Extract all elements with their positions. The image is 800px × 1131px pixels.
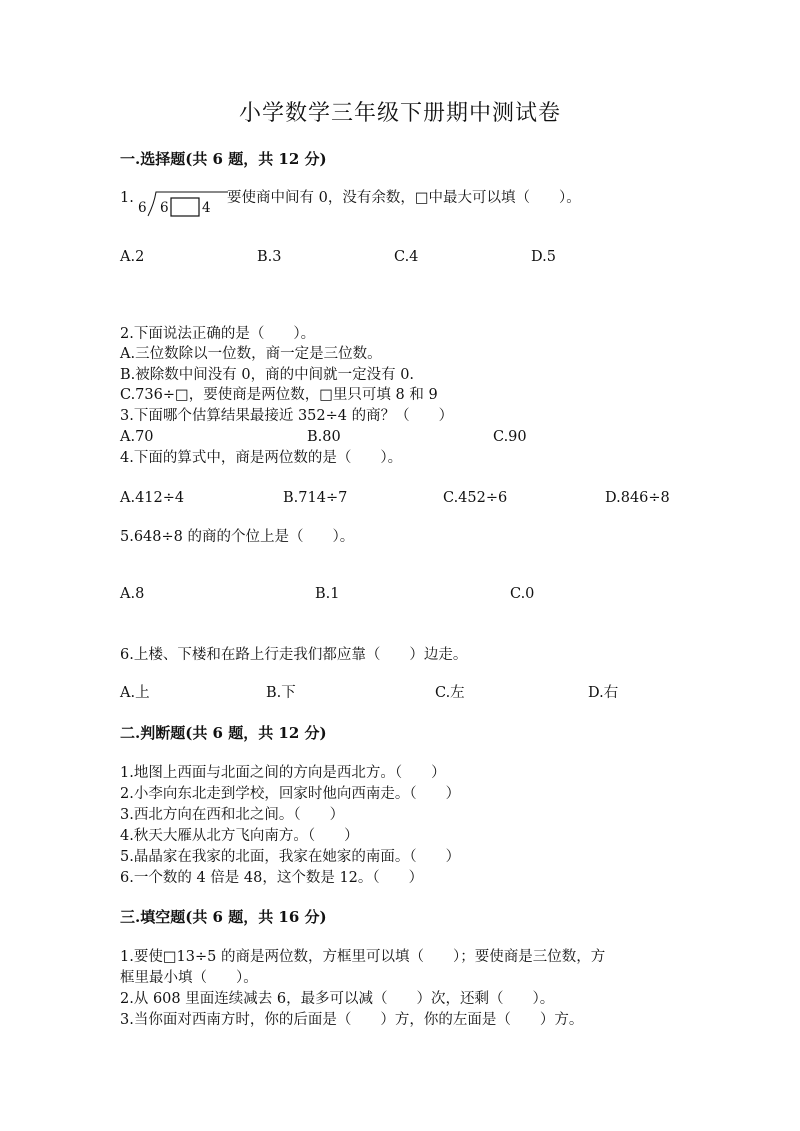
- page-title: 小学数学三年级下册期中测试卷: [238, 101, 561, 126]
- judge-item-1: 1.地图上西面与北面之间的方向是西北方。（ ）: [120, 765, 446, 781]
- q5-option-a: A.8: [120, 586, 145, 602]
- q2-option-b: B.被除数中间没有 0，商的中间就一定没有 0.: [120, 367, 415, 383]
- q4-text: 4.下面的算式中，商是两位数的是（ ）。: [120, 450, 403, 466]
- q6-option-b: B.下: [266, 685, 296, 701]
- judge-item-6: 6.一个数的 4 倍是 48，这个数是 12。（ ）: [120, 870, 424, 886]
- section-heading-judge: 二.判断题(共 6 题，共 12 分): [120, 724, 327, 742]
- q1-option-b: B.3: [257, 249, 282, 265]
- dividend-last-digit: 4: [202, 200, 211, 216]
- q6-option-d: D.右: [588, 685, 619, 701]
- q4-option-a: A.412÷4: [120, 490, 185, 506]
- q1-text: 要使商中间有 0，没有余数，□中最大可以填（ ）。: [227, 190, 581, 206]
- fill-item-1-line-2: 框里最小填（ ）。: [120, 970, 258, 986]
- judge-item-5: 5.晶晶家在我家的北面，我家在她家的南面。（ ）: [120, 849, 461, 865]
- fill-item-3: 3.当你面对西南方时，你的后面是（ ）方，你的左面是（ ）方。: [120, 1012, 584, 1028]
- q3-option-b: B.80: [307, 429, 341, 445]
- q1-number: 1.: [120, 190, 134, 206]
- long-division-figure: [138, 190, 228, 218]
- q2-option-a: A.三位数除以一位数，商一定是三位数。: [120, 346, 382, 362]
- judge-item-3: 3.西北方向在西和北之间。（ ）: [120, 807, 345, 823]
- q2-text: 2.下面说法正确的是（ ）。: [120, 326, 316, 342]
- q3-option-c: C.90: [493, 429, 527, 445]
- q3-option-a: A.70: [120, 429, 154, 445]
- q6-option-a: A.上: [120, 685, 150, 701]
- q1-option-c: C.4: [394, 249, 419, 265]
- q6-option-c: C.左: [435, 685, 465, 701]
- judge-item-2: 2.小李向东北走到学校，回家时他向西南走。（ ）: [120, 786, 461, 802]
- q4-option-b: B.714÷7: [283, 490, 348, 506]
- q4-option-d: D.846÷8: [605, 490, 670, 506]
- dividend-first-digit: 6: [160, 200, 169, 216]
- fill-item-2: 2.从 608 里面连续减去 6，最多可以减（ ）次，还剩（ ）。: [120, 991, 555, 1007]
- section-heading-fill: 三.填空题(共 6 题，共 16 分): [120, 908, 327, 926]
- q5-text: 5.648÷8 的商的个位上是（ ）。: [120, 529, 355, 545]
- q2-option-c: C.736÷□，要使商是两位数，□里只可填 8 和 9: [120, 387, 438, 403]
- q4-option-c: C.452÷6: [443, 490, 508, 506]
- q1-option-d: D.5: [531, 249, 556, 265]
- q5-option-c: C.0: [510, 586, 535, 602]
- fill-item-1-line-1: 1.要使□13÷5 的商是两位数，方框里可以填（ ）；要使商是三位数，方: [120, 949, 606, 965]
- q5-option-b: B.1: [315, 586, 340, 602]
- q3-text: 3.下面哪个估算结果最接近 352÷4 的商？（ ）: [120, 408, 454, 424]
- section-heading-choice: 一.选择题(共 6 题，共 12 分): [120, 150, 327, 168]
- blank-box: [171, 198, 199, 216]
- judge-item-4: 4.秋天大雁从北方飞向南方。（ ）: [120, 828, 359, 844]
- division-bracket: [138, 190, 228, 218]
- q6-text: 6.上楼、下楼和在路上行走我们都应靠（ ）边走。: [120, 647, 468, 663]
- divisor: 6: [138, 200, 147, 216]
- q1-option-a: A.2: [120, 249, 145, 265]
